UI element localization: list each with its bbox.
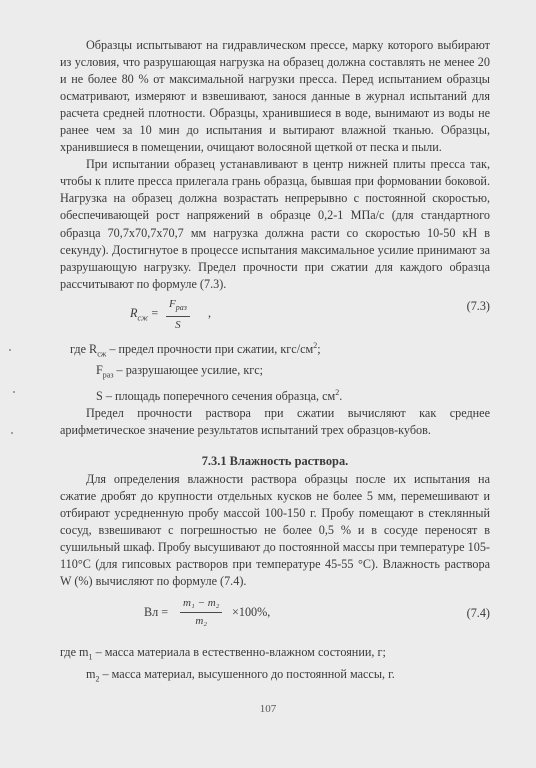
definition-m2: $m_2$ – масса материал, высушенного до постоянной массы, г. [86, 666, 395, 684]
scan-speck [11, 432, 13, 434]
definition-m1: где $m_1$ – масса материала в естественно-влажном состоянии, г; [60, 645, 386, 662]
page-number: 107 [259, 703, 277, 715]
equation-number-7-3: (7.3) [466, 298, 490, 313]
definition-rszh: где $R_{сж}$ – предел прочности при сжатии, кгс/$см^2$; [70, 340, 321, 359]
formula-7-3-fraction: $F_{раз}$ S [166, 296, 190, 334]
paragraph-strength-average: Предел прочности раствора при сжатии вычисляют как среднее арифметическое значение результатов испытаний трех образцов-кубов. [60, 405, 490, 437]
formula-7-3: $R_{сж}$ = $F_{раз}$ S , (7.3) [60, 293, 490, 337]
paragraph-testing-procedure: При испытании образец устанавливают в центр нижней плиты пресса так, чтобы к плите пресса прилегала грань образца, бывшая при формовании боковой. Нагрузка на образец должна возрастать непрерывно с постоянной скоростью, обеспечивающей рост напряжений в образце 0,2-1 МПа/с (для стандартного образца 70,7х70,7х70,7 мм нагрузка должна расти со скоростью 10-50 кН в секунду). Достигнутое в процессе испытания максимальное усилие принимают за разрушающую нагрузку. Предел прочности при сжатии для каждого образца рассчитывают по формуле (7.3). [60, 157, 490, 291]
formula-7-3-lhs: $R_{сж}$ = [130, 305, 159, 323]
equation-number-7-4: (7.4) [466, 606, 490, 621]
formula-7-4-lhs: Вл = [144, 605, 169, 620]
formula-7-4-fraction: $\frac{\text{m₁ − m₂}}{\text{m₂}}$ [180, 595, 222, 630]
paragraph-testing-press: Образцы испытывают на гидравлическом прессе, марку которого выбирают из условия, что разрушающая нагрузка на образец должна составлять не менее 20 и не более 80 % от максимальной нагрузки пресса. Перед испытанием образцы осматривают, измеряют и взвешивают, занося данные в журнал испытаний для расчета средней плотности. Образцы, хранившиеся в воде, вынимают из воды не ранее чем за 10 мин до испытания и вытирают влажной тканью. Образцы, хранившиеся в помещении, очищают волосяной щеткой от песка и пыли. [60, 38, 490, 155]
section-heading: 7.3.1 Влажность раствора. [201, 453, 349, 468]
scan-speck [9, 349, 11, 351]
scan-speck [13, 391, 15, 393]
page-content [60, 37, 490, 687]
formula-7-4: Вл = $\frac{\text{m₁ − m₂}}{\text{m₂}}$ ×100%, (7.4) [60, 590, 490, 638]
paragraph-moisture: Для определения влажности раствора образцы после их испытания на сжатие дробят до крупности отдельных кусков не более 5 мм, перемешивают и отбирают усредненную пробу массой 100-150 г. Пробу помещают в стеклянный сосуд, взвешивают с погрешностью не более 0,5 % и в сосуде переносят в сушильный шкаф. Пробу высушивают до постоянной массы при температуре 105-110°С (для гипсовых растворов при температуре 45-55 °С). Влажность раствора W (%) вычисляют по формуле (7.4). [60, 471, 490, 589]
definition-fraz: $F_{раз}$ – разрушающее усилие, кгс; [96, 363, 264, 380]
definition-s: S – площадь поперечного сечения образца, $см^2$. [96, 387, 343, 403]
